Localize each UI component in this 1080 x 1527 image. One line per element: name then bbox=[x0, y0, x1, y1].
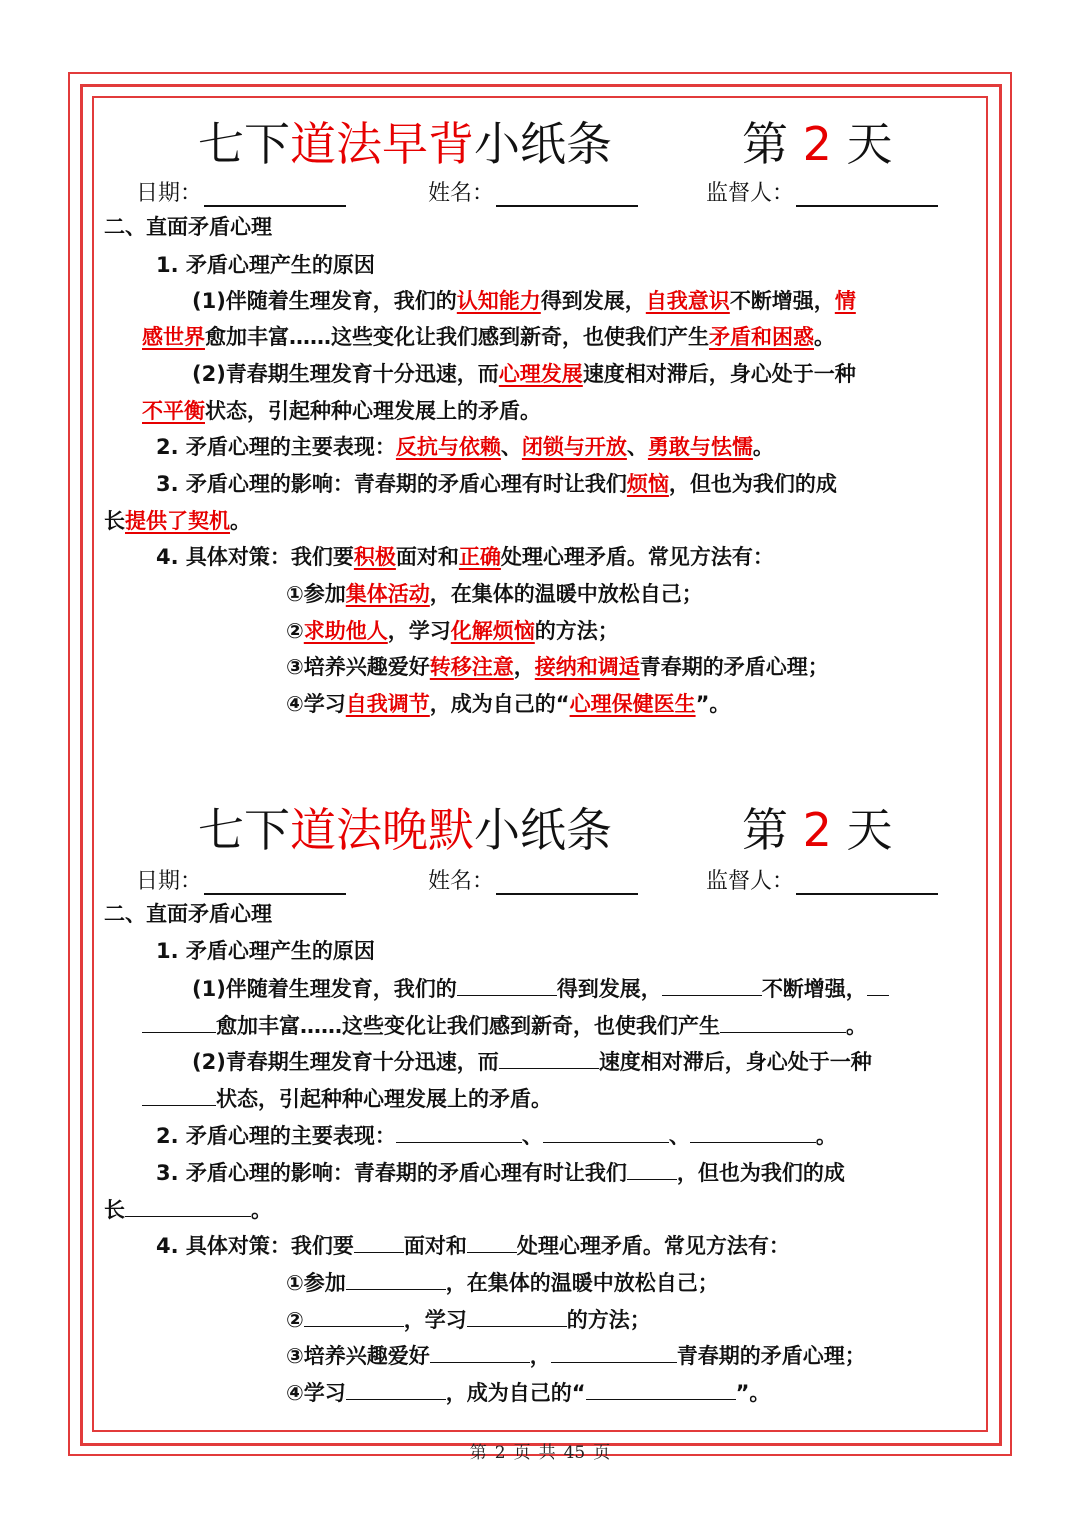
blank-item1-2-line2 bbox=[142, 1083, 552, 1114]
text-fragment: 愈加丰富……这些变化让我们感到新奇，也使我们产生 bbox=[205, 325, 709, 349]
title-prefix: 七下 bbox=[198, 117, 290, 171]
text-fragment: 3. 矛盾心理的影响：青春期的矛盾心理有时让我们 bbox=[156, 1161, 627, 1185]
blank-item1-2-line1 bbox=[192, 1046, 872, 1077]
blank-item1-1-line2 bbox=[142, 1010, 867, 1041]
text-fragment: ，学习 bbox=[387, 619, 451, 643]
text-fragment: 不断增强， bbox=[761, 977, 867, 1001]
text-fragment: 得到发展， bbox=[540, 289, 646, 313]
blank-item3-line2 bbox=[104, 1194, 272, 1225]
keyword: 积极 bbox=[353, 545, 396, 569]
text-fragment: ，在集体的温暖中放松自己； bbox=[429, 582, 703, 606]
keyword: 自我意识 bbox=[645, 289, 730, 313]
text-fragment bbox=[428, 864, 638, 895]
item1-2-line1 bbox=[192, 359, 856, 389]
title-suffix: 小纸条 bbox=[474, 803, 612, 857]
answer-blank[interactable] bbox=[142, 1083, 216, 1106]
answer-blank[interactable] bbox=[720, 1010, 846, 1033]
text-fragment: ，学习 bbox=[403, 1308, 467, 1332]
text-fragment: 面对和 bbox=[403, 1234, 467, 1258]
name-label: 姓名： bbox=[428, 181, 495, 206]
answer-blank[interactable] bbox=[346, 1377, 446, 1400]
answer-blank[interactable] bbox=[627, 1157, 677, 1180]
text-fragment: ①参加 bbox=[286, 582, 346, 606]
text-fragment bbox=[136, 176, 346, 207]
text-fragment bbox=[198, 108, 612, 174]
supervisor-label: 监督人： bbox=[706, 869, 795, 894]
text-fragment: 。 bbox=[814, 325, 835, 349]
text-fragment: 处理心理矛盾。常见方法有： bbox=[516, 1234, 790, 1258]
text-fragment bbox=[428, 176, 638, 207]
date-blank[interactable] bbox=[204, 185, 346, 207]
text-fragment: 青春期的矛盾心理； bbox=[639, 655, 829, 679]
method-4 bbox=[286, 689, 730, 719]
name-label: 姓名： bbox=[428, 869, 495, 894]
answer-blank[interactable] bbox=[499, 1046, 599, 1069]
title-highlight: 道法早背 bbox=[290, 117, 474, 171]
method-1 bbox=[286, 579, 703, 609]
text-fragment: 得到发展， bbox=[556, 977, 662, 1001]
answer-blank[interactable] bbox=[690, 1120, 816, 1143]
answer-blank[interactable] bbox=[662, 973, 762, 996]
supervisor-blank[interactable] bbox=[796, 873, 938, 895]
blank-method-4 bbox=[286, 1377, 770, 1408]
evening-meta-row bbox=[0, 864, 1080, 894]
text-fragment: 的方法； bbox=[534, 619, 619, 643]
text-fragment: 。 bbox=[230, 509, 251, 533]
text-fragment: 3. 矛盾心理的影响：青春期的矛盾心理有时让我们 bbox=[156, 472, 627, 496]
answer-blank[interactable] bbox=[396, 1120, 522, 1143]
answer-blank[interactable] bbox=[430, 1340, 530, 1363]
page-footer bbox=[0, 1438, 1080, 1463]
text-fragment: 状态，引起种种心理发展上的矛盾。 bbox=[205, 399, 541, 423]
text-fragment: 长 bbox=[104, 1198, 125, 1222]
text-fragment: 速度相对滞后，身心处于一种 bbox=[582, 362, 856, 386]
answer-blank[interactable] bbox=[125, 1194, 251, 1217]
page-total: 45 bbox=[563, 1443, 586, 1463]
item1-title: 1. 矛盾心理产生的原因 bbox=[156, 939, 375, 963]
answer-blank[interactable] bbox=[543, 1120, 669, 1143]
keyword: 反抗与依赖 bbox=[395, 435, 501, 459]
name-blank[interactable] bbox=[496, 185, 638, 207]
text-fragment: 面对和 bbox=[395, 545, 459, 569]
keyword: 集体活动 bbox=[345, 582, 430, 606]
text-fragment: ，在集体的温暖中放松自己； bbox=[445, 1271, 719, 1295]
text-fragment: 、 bbox=[500, 435, 522, 459]
text-fragment: (2)青春期生理发育十分迅速，而 bbox=[192, 1050, 499, 1074]
day-number: 2 bbox=[802, 803, 832, 857]
keyword: 不平衡 bbox=[142, 399, 205, 423]
keyword: 化解烦恼 bbox=[450, 619, 535, 643]
keyword: 正确 bbox=[458, 545, 501, 569]
text-fragment: ”。 bbox=[695, 692, 731, 716]
keyword: 感世界 bbox=[142, 325, 205, 349]
keyword: 烦恼 bbox=[626, 472, 669, 496]
text-fragment: ④学习 bbox=[286, 1381, 346, 1405]
text-fragment: (1)伴随着生理发育，我们的 bbox=[192, 289, 457, 313]
text-fragment: 4. 具体对策：我们要 bbox=[156, 545, 354, 569]
blank-item1-1-line1 bbox=[192, 973, 889, 1004]
text-fragment bbox=[742, 108, 893, 174]
text-fragment: 长 bbox=[104, 509, 125, 533]
keyword: 闭锁与开放 bbox=[521, 435, 627, 459]
supervisor-label: 监督人： bbox=[706, 181, 795, 206]
text-fragment: ”。 bbox=[735, 1381, 771, 1405]
item1-title: 1. 矛盾心理产生的原因 bbox=[156, 253, 375, 277]
keyword: 情 bbox=[834, 289, 856, 313]
text-fragment: 状态，引起种种心理发展上的矛盾。 bbox=[216, 1087, 552, 1111]
day-suffix: 天 bbox=[831, 803, 893, 857]
day-number: 2 bbox=[802, 117, 832, 171]
item1-1-line1 bbox=[192, 286, 856, 316]
blank-method-1 bbox=[286, 1267, 719, 1298]
answer-blank[interactable] bbox=[346, 1267, 446, 1290]
morning-meta-row bbox=[0, 176, 1080, 206]
text-fragment bbox=[706, 176, 938, 207]
text-fragment: ④学习 bbox=[286, 692, 346, 716]
answer-blank[interactable] bbox=[354, 1230, 404, 1253]
text-fragment: 的方法； bbox=[566, 1308, 651, 1332]
text-fragment: 。 bbox=[846, 1014, 867, 1038]
text-fragment: 处理心理矛盾。常见方法有： bbox=[500, 545, 774, 569]
item1-1-line2 bbox=[142, 322, 835, 352]
method-3 bbox=[286, 652, 829, 682]
text-fragment: 青春期的矛盾心理； bbox=[676, 1344, 866, 1368]
text-fragment: ，成为自己的“ bbox=[429, 692, 570, 716]
text-fragment: 2. 矛盾心理的主要表现： bbox=[156, 435, 396, 459]
page-number: 2 bbox=[494, 1443, 506, 1463]
text-fragment: 。 bbox=[251, 1198, 272, 1222]
text-fragment: (2)青春期生理发育十分迅速，而 bbox=[192, 362, 499, 386]
text-fragment bbox=[198, 794, 612, 860]
blank-method-2 bbox=[286, 1304, 651, 1335]
section-title: 二、直面矛盾心理 bbox=[104, 215, 272, 239]
text-fragment: ③培养兴趣爱好 bbox=[286, 1344, 430, 1368]
supervisor-blank[interactable] bbox=[796, 185, 938, 207]
blank-item4 bbox=[156, 1230, 790, 1261]
item3-line1 bbox=[156, 469, 837, 499]
text-fragment: 愈加丰富……这些变化让我们感到新奇，也使我们产生 bbox=[216, 1014, 720, 1038]
item3-line2 bbox=[104, 506, 251, 536]
text-fragment: ， bbox=[529, 1344, 551, 1368]
blank-item3-line1 bbox=[156, 1157, 845, 1188]
answer-blank[interactable] bbox=[551, 1340, 677, 1363]
answer-blank[interactable] bbox=[304, 1304, 404, 1327]
blank-item2 bbox=[156, 1120, 837, 1151]
text-fragment: ①参加 bbox=[286, 1271, 346, 1295]
answer-blank[interactable] bbox=[867, 973, 889, 996]
item4 bbox=[156, 542, 774, 572]
day-suffix: 天 bbox=[831, 117, 893, 171]
answer-blank[interactable] bbox=[467, 1230, 517, 1253]
text-fragment: ，但也为我们的成 bbox=[668, 472, 837, 496]
section-title: 二、直面矛盾心理 bbox=[104, 902, 272, 926]
keyword: 自我调节 bbox=[345, 692, 430, 716]
text-fragment: ② bbox=[286, 1308, 304, 1332]
text-fragment: 、 bbox=[521, 1124, 543, 1148]
text-fragment: ，成为自己的“ bbox=[445, 1381, 586, 1405]
text-fragment: 、 bbox=[668, 1124, 690, 1148]
blank-method-3 bbox=[286, 1340, 866, 1371]
keyword: 求助他人 bbox=[303, 619, 388, 643]
text-fragment: ，但也为我们的成 bbox=[676, 1161, 845, 1185]
text-fragment: ② bbox=[286, 619, 304, 643]
text-fragment: 不断增强， bbox=[729, 289, 835, 313]
date-label: 日期： bbox=[136, 869, 203, 894]
answer-blank[interactable] bbox=[142, 1010, 216, 1033]
item1-2-line2 bbox=[142, 396, 541, 426]
footer-prefix: 第 bbox=[469, 1443, 487, 1463]
keyword: 心理发展 bbox=[498, 362, 583, 386]
text-fragment: 4. 具体对策：我们要 bbox=[156, 1234, 354, 1258]
answer-blank[interactable] bbox=[457, 973, 557, 996]
date-blank[interactable] bbox=[204, 873, 346, 895]
keyword: 勇敢与怯懦 bbox=[647, 435, 753, 459]
text-fragment: (1)伴随着生理发育，我们的 bbox=[192, 977, 457, 1001]
answer-blank[interactable] bbox=[586, 1377, 736, 1400]
keyword: 接纳和调适 bbox=[534, 655, 640, 679]
footer-total-unit: 页 bbox=[593, 1443, 611, 1463]
title-prefix: 七下 bbox=[198, 803, 290, 857]
keyword: 转移注意 bbox=[429, 655, 514, 679]
text-fragment: 。 bbox=[815, 1124, 837, 1148]
title-highlight: 道法晚默 bbox=[290, 803, 474, 857]
date-label: 日期： bbox=[136, 181, 203, 206]
text-fragment bbox=[136, 864, 346, 895]
text-fragment: 。 bbox=[752, 435, 774, 459]
day-prefix: 第 bbox=[742, 117, 803, 171]
footer-unit: 页 bbox=[513, 1443, 531, 1463]
method-2 bbox=[286, 616, 619, 646]
text-fragment: ③培养兴趣爱好 bbox=[286, 655, 430, 679]
keyword: 提供了契机 bbox=[125, 509, 230, 533]
title-suffix: 小纸条 bbox=[474, 117, 612, 171]
text-fragment bbox=[706, 864, 938, 895]
keyword: 认知能力 bbox=[456, 289, 541, 313]
name-blank[interactable] bbox=[496, 873, 638, 895]
keyword: 心理保健医生 bbox=[569, 692, 696, 716]
text-fragment: ， bbox=[513, 655, 535, 679]
text-fragment: 速度相对滞后，身心处于一种 bbox=[598, 1050, 872, 1074]
text-fragment: 2. 矛盾心理的主要表现： bbox=[156, 1124, 396, 1148]
answer-blank[interactable] bbox=[467, 1304, 567, 1327]
keyword: 矛盾和困惑 bbox=[709, 325, 814, 349]
text-fragment: 、 bbox=[626, 435, 648, 459]
text-fragment bbox=[742, 794, 893, 860]
day-prefix: 第 bbox=[742, 803, 803, 857]
item2 bbox=[156, 432, 774, 462]
footer-total-prefix: 共 bbox=[538, 1443, 556, 1463]
